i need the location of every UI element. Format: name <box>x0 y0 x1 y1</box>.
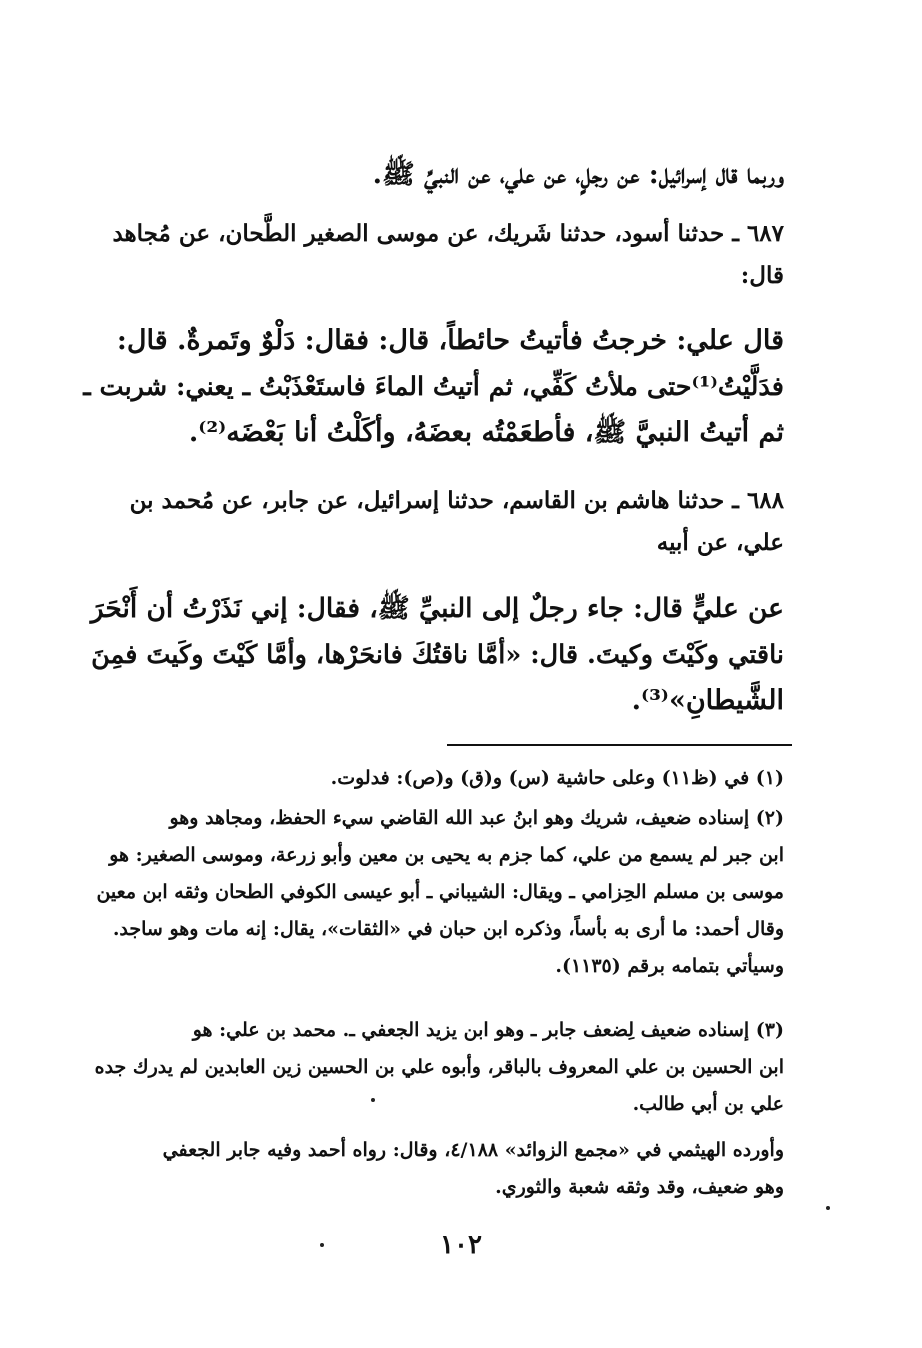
footnote-line: وسيأتي بتمامه برقم (١١٣٥). <box>555 955 784 977</box>
footnote-1 <box>82 760 784 797</box>
text-line: وربما قال إسرائيل: عن رجلٍ، عن علي، عن النبيِّ ﷺ. <box>372 159 784 190</box>
footnote-line: ابن جبر لم يسمع من علي، كما جزم به يحيى بن معين وأبو زرعة، وموسى الصغير: هو <box>109 844 784 866</box>
scan-speck <box>826 1206 830 1210</box>
scan-speck <box>320 1243 324 1247</box>
text-line: ٦٨٨ ـ حدثنا هاشم بن القاسم، حدثنا إسرائيل، عن جابر، عن مُحمد بن <box>129 487 784 514</box>
scan-speck <box>371 1098 375 1102</box>
hadith-687-matn <box>82 318 784 456</box>
opening-line <box>82 152 784 198</box>
text-line: ٦٨٧ ـ حدثنا أسود، حدثنا شَريك، عن موسى الصغير الطَّحان، عن مُجاهد <box>112 220 784 247</box>
footnote-line: وقال أحمد: ما أرى به بأساً، وذكره ابن حبان في «الثقات»، يقال: إنه مات وهو ساجد. <box>112 918 784 940</box>
page-number: ١٠٢ <box>440 1230 482 1260</box>
footnote-line: (٢) إسناده ضعيف، شريك وهو ابنُ عبد الله القاضي سيء الحفظ، ومجاهد وهو <box>169 807 784 829</box>
text-line: قال علي: خرجتُ فأتيتُ حائطاً، قال: فقال: دَلْوٌ وتَمرةٌ. قال: <box>116 325 784 356</box>
text-line: قال: <box>740 262 784 289</box>
text-line: علي، عن أبيه <box>656 529 784 556</box>
footnote-3-continuation <box>82 1132 784 1206</box>
hadith-688-matn <box>82 586 784 724</box>
footnote-3 <box>82 1012 784 1123</box>
footnote-line: (٣) إسناده ضعيف لِضعف جابر ـ وهو ابن يزيد الجعفي ـ. محمد بن علي: هو <box>192 1019 784 1041</box>
text-line: فدَلَّيْتُ⁽¹⁾حتى ملأتُ كَفِّي، ثم أتيتُ الماءَ فاستَعْذَبْتُ ـ يعني: شربت ـ <box>83 372 784 402</box>
hadith-687-isnad <box>82 213 784 297</box>
footnote-line: علي بن أبي طالب. <box>632 1093 784 1115</box>
footnote-line: موسى بن مسلم الحِزامي ـ ويقال: الشيباني ـ أبو عيسى الكوفي الطحان وثقه ابن معين <box>96 881 784 903</box>
text-line: الشَّيطانِ»⁽³⁾. <box>631 685 784 716</box>
footnote-line: ابن الحسين بن علي المعروف بالباقر، وأبوه علي بن الحسين زين العابدين لم يدرك جده <box>94 1056 784 1078</box>
footnote-line: وهو ضعيف، وقد وثقه شعبة والثوري. <box>495 1176 784 1198</box>
hadith-688-isnad <box>82 480 784 564</box>
footnote-2 <box>82 800 784 985</box>
footnote-line: وأورده الهيثمي في «مجمع الزوائد» ٤/١٨٨، وقال: رواه أحمد وفيه جابر الجعفي <box>162 1139 784 1161</box>
text-line: ناقتي وكَيْتَ وكيتَ. قال: «أمَّا ناقتُكَ فانحَرْها، وأمَّا كَيْتَ وكَيتَ فمِنَ <box>91 640 784 670</box>
footnote-line: (١) في (ظ١١) وعلى حاشية (س) و(ق) و(ص): فدلوت. <box>330 767 784 789</box>
text-line: عن عليٍّ قال: جاء رجلٌ إلى النبيِّ ﷺ، فقال: إني نَذَرْتُ أن أَنْحَرَ <box>90 593 784 624</box>
footnote-separator <box>447 744 792 746</box>
text-line: ثم أتيتُ النبيَّ ﷺ، فأطعَمْتُه بعضَهُ، وأكَلْتُ أنا بَعْضَه⁽²⁾. <box>188 417 784 448</box>
